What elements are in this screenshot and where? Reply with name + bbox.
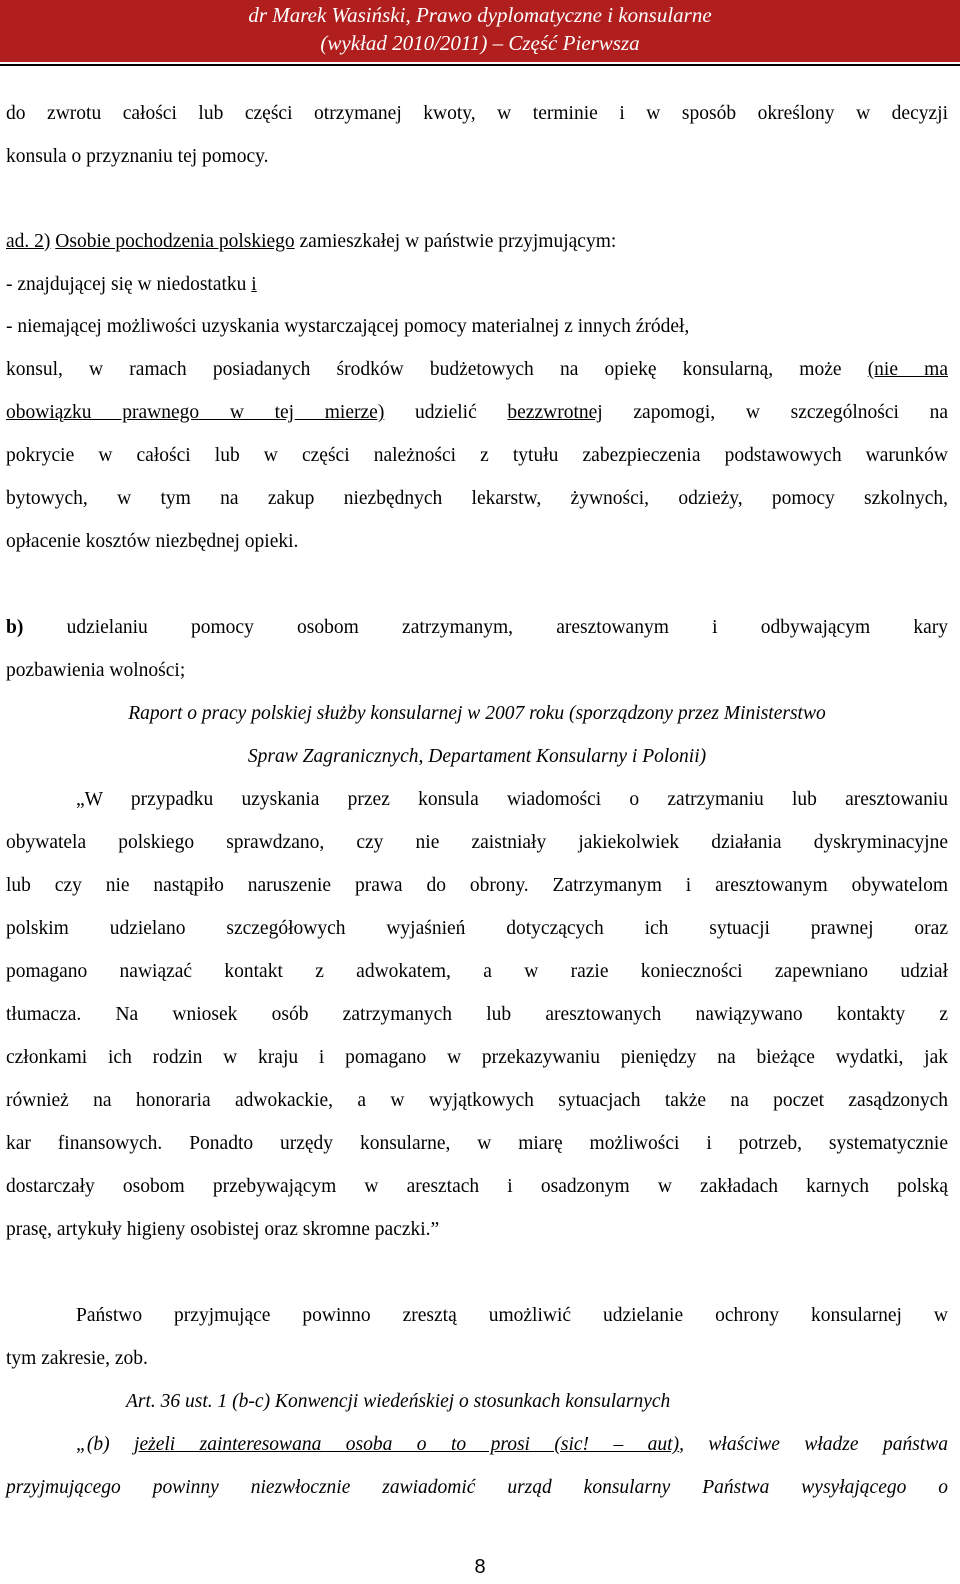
quote-line: „W przypadku uzyskania przez konsula wiadomości o zatrzymaniu lub aresztowaniu: [76, 789, 948, 810]
ad2-line: opłacenie kosztów niezbędnej opieki.: [6, 531, 299, 552]
ad2-condition: - niemającej możliwości uzyskania wystarczającej pomocy materialnej z innych źródeł,: [6, 316, 690, 337]
page-header: [0, 0, 960, 62]
paragraph-line: do zwrotu całości lub części otrzymanej kwoty, w terminie i w sposób określony w decyzji: [6, 103, 948, 124]
ad2-underlined-text: bezzwrotnej: [507, 402, 603, 423]
ad2-condition: [6, 271, 948, 299]
ad2-line: bytowych, w tym na zakup niezbędnych lekarstw, żywności, odzieży, pomocy szkolnych,: [6, 488, 948, 509]
section-b-line: pozbawienia wolności;: [6, 660, 186, 681]
section-b-text: udzielaniu pomocy osobom zatrzymanym, aresztowanym i odbywającym kary: [23, 617, 948, 638]
quote-line: obywatela polskiego sprawdzano, czy nie zaistniały jakiekolwiek działania dyskryminacyjne: [6, 832, 948, 853]
section-b-label: b): [6, 617, 24, 638]
article-text: , właściwe władze państwa: [679, 1434, 948, 1455]
ad2-prefix: ad. 2): [6, 231, 51, 252]
ad2-text: udzielić: [384, 402, 508, 423]
quote-line: dostarczały osobom przebywającym w aresztach i osadzonym w zakładach karnych polską: [6, 1176, 948, 1197]
quote-line: polskim udzielano szczegółowych wyjaśnień dotyczących ich sytuacji prawnej oraz: [6, 918, 948, 939]
section-b-line: [6, 614, 948, 642]
quote-line: również na honoraria adwokackie, a w wyjątkowych sytuacjach także na poczet zasądzonych: [6, 1090, 948, 1111]
paragraph-line: Państwo przyjmujące powinno zresztą umożliwić udzielanie ochrony konsularnej w: [76, 1305, 948, 1326]
quote-line: lub czy nie nastąpiło naruszenie prawa do obrony. Zatrzymanym i aresztowanym obywatelom: [6, 875, 948, 896]
ad2-underlined-text: obowiązku prawnego w tej mierze): [6, 402, 385, 423]
paragraph-line: tym zakresie, zob.: [6, 1348, 148, 1369]
raport-title: Spraw Zagranicznych, Departament Konsularny i Polonii): [247, 746, 707, 767]
ad2-condition-conjunction: i: [251, 274, 257, 295]
ad2-subject: Osobie pochodzenia polskiego: [55, 231, 295, 252]
header-title: dr Marek Wasiński, Prawo dyplomatyczne i konsularne: [248, 3, 712, 27]
quote-line: pomagano nawiązać kontakt z adwokatem, a w razie konieczności zapewniano udział: [6, 961, 948, 982]
ad2-heading-rest: zamieszkałej w państwie przyjmującym:: [294, 231, 617, 252]
article-quote-line: [76, 1431, 948, 1459]
ad2-text: konsul, w ramach posiadanych środków budżetowych na opiekę konsularną, może: [6, 359, 868, 380]
article-text: „(b): [76, 1434, 135, 1455]
raport-title: Raport o pracy polskiej służby konsularnej w 2007 roku (sporządzony przez Ministerstwo: [128, 703, 826, 724]
paragraph-line: konsula o przyznaniu tej pomocy.: [6, 146, 269, 167]
ad2-condition-text: - znajdującej się w niedostatku: [6, 274, 252, 295]
ad2-text: zapomogi, w szczególności na: [602, 402, 948, 423]
article-title: Art. 36 ust. 1 (b-c) Konwencji wiedeńskiej o stosunkach konsularnych: [126, 1391, 671, 1412]
quote-line: kar finansowych. Ponadto urzędy konsularne, w miarę możliwości i potrzeb, systematycznie: [6, 1133, 948, 1154]
quote-line: prasę, artykuły higieny osobistej oraz skromne paczki.”: [6, 1219, 440, 1240]
article-quote-line: przyjmującego powinny niezwłocznie zawiadomić urząd konsularny Państwa wysyłającego o: [6, 1477, 948, 1498]
ad2-line: pokrycie w całości lub w części należności z tytułu zabezpieczenia podstawowych warunków: [6, 445, 948, 466]
ad2-line: [6, 399, 948, 427]
header-divider: [0, 64, 960, 66]
quote-line: tłumacza. Na wniosek osób zatrzymanych lub aresztowanych nawiązywano kontakty z: [6, 1004, 948, 1025]
quote-line: członkami ich rodzin w kraju i pomagano w przekazywaniu pieniędzy na bieżące wydatki, jak: [6, 1047, 948, 1068]
article-underlined-text: jeżeli zainteresowana osoba o to prosi (sic! – aut): [134, 1434, 680, 1455]
ad2-line: [6, 356, 948, 384]
ad2-underlined-text: (nie ma: [867, 359, 948, 380]
header-subtitle: (wykład 2010/2011) – Część Pierwsza: [320, 31, 640, 55]
ad2-heading: [6, 228, 948, 256]
page-number: 8: [474, 1556, 486, 1578]
